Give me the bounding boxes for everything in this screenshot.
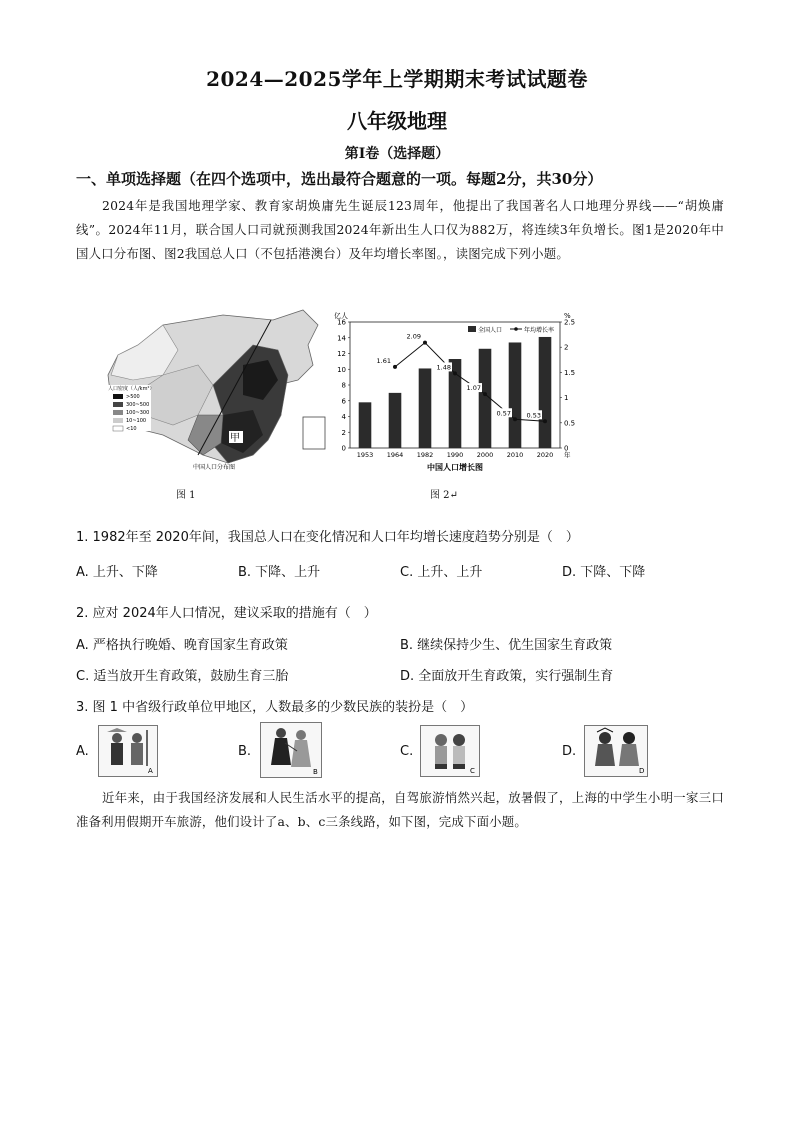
q1-option-c[interactable]: C. 上升、上升 xyxy=(400,565,483,580)
q3-option-d-label[interactable]: D. xyxy=(562,744,577,759)
y-left-tick-label: 4 xyxy=(341,413,346,421)
y-left-tick-label: 14 xyxy=(337,334,346,343)
q3-option-b-label[interactable]: B. xyxy=(238,744,252,759)
section-heading: 一、单项选择题（在四个选项中，选出最符合题意的一项。每题2分，共30分） xyxy=(76,170,603,188)
population-map xyxy=(103,305,333,485)
map-legend-item: 10~100 xyxy=(126,418,147,424)
q3-option-c-costume-image[interactable] xyxy=(420,725,480,777)
chart-svg xyxy=(332,308,582,490)
q1-option-a[interactable]: A. 上升、下降 xyxy=(76,565,158,580)
legend-line-marker xyxy=(514,327,518,331)
figure2-caption: 图 2↵ xyxy=(430,490,458,501)
exam-subject: 八年级地理 xyxy=(347,109,447,133)
intro-paragraph-2: 近年来，由于我国经济发展和人民生活水平的提高，自驾旅游悄然兴起，放暑假了，上海的中学生小明一家三口准备利用假期开车旅游，他们设计了a、b、c三条线路，如下图，完成下面小题。 xyxy=(76,790,724,829)
y-right-tick-label: 1 xyxy=(564,394,569,403)
ethnic-costume-icon xyxy=(585,726,647,776)
growth-rate-data-label: 0.53 xyxy=(526,411,541,420)
map-legend-item: <10 xyxy=(126,426,137,432)
q3-option-a-label[interactable]: A. xyxy=(76,744,89,759)
legend-label: 年均增长率 xyxy=(524,327,555,334)
map-legend-item: >500 xyxy=(126,394,140,400)
x-tick-label: 2000 xyxy=(476,451,494,459)
growth-rate-line xyxy=(395,343,545,422)
y-right-tick-label: 0.5 xyxy=(564,419,576,428)
growth-rate-point xyxy=(453,371,457,375)
legend-label: 全国人口 xyxy=(478,327,503,334)
growth-rate-point xyxy=(483,392,487,396)
growth-rate-data-label: 1.61 xyxy=(376,356,391,365)
q3-option-d-costume-image[interactable] xyxy=(584,725,648,777)
growth-rate-data-label: 1.07 xyxy=(466,384,481,393)
growth-rate-point xyxy=(513,417,517,421)
ethnic-costume-icon xyxy=(421,726,479,776)
y-left-tick-label: 10 xyxy=(337,365,346,374)
population-growth-chart xyxy=(332,308,582,490)
population-bar xyxy=(539,337,552,448)
growth-rate-point xyxy=(543,419,547,423)
y-right-tick-label: 2.5 xyxy=(564,318,576,327)
ethnic-costume-icon xyxy=(261,723,321,777)
growth-rate-data-label: 0.57 xyxy=(496,409,511,418)
q2-option-c[interactable]: C. 适当放开生育政策，鼓励生育三胎 xyxy=(76,669,289,684)
map-label-jia: 甲 xyxy=(230,433,240,444)
population-bar xyxy=(389,393,402,448)
china-map-graphic xyxy=(103,305,333,485)
q1-option-b[interactable]: B. 下降、上升 xyxy=(238,565,321,580)
image-tag: A xyxy=(148,767,153,775)
question-3-stem: 3. 图 1 中省级行政单位甲地区，人数最多的少数民族的装扮是（ ） xyxy=(76,700,474,715)
growth-rate-data-label: 1.48 xyxy=(436,363,451,372)
q2-option-b[interactable]: B. 继续保持少生、优生国家生育政策 xyxy=(400,638,613,653)
y-left-tick-label: 12 xyxy=(337,350,346,358)
population-bar xyxy=(359,402,372,448)
map-legend-title: 人口密度（人/km²） xyxy=(108,386,155,392)
y-left-tick-label: 2 xyxy=(341,428,346,437)
question-1-stem: 1. 1982年至 2020年间，我国总人口在变化情况和人口年均增长速度趋势分别是（ ） xyxy=(76,530,579,545)
chart-title: 中国人口增长图 xyxy=(427,463,483,472)
x-tick-label: 1982 xyxy=(416,451,434,459)
x-tick-label: 1964 xyxy=(386,451,404,459)
y-left-tick-label: 8 xyxy=(341,381,346,390)
y-left-axis-label: 亿人 xyxy=(334,312,348,320)
x-tick-label: 2010 xyxy=(506,451,524,459)
exam-title: 2024—2025学年上学期期末考试试题卷 xyxy=(206,67,588,91)
x-axis-unit: 年 xyxy=(564,451,571,459)
y-left-tick-label: 6 xyxy=(341,397,346,406)
growth-rate-point xyxy=(423,341,427,345)
q2-option-d[interactable]: D. 全面放开生育政策，实行强制生育 xyxy=(400,669,614,684)
question-2-stem: 2. 应对 2024年人口情况，建议采取的措施有（ ） xyxy=(76,606,377,621)
growth-rate-point xyxy=(393,365,397,369)
q2-option-a[interactable]: A. 严格执行晚婚、晚育国家生育政策 xyxy=(76,638,288,653)
x-tick-label: 2020 xyxy=(536,451,554,459)
image-tag: C xyxy=(470,767,475,775)
image-tag: B xyxy=(313,768,318,776)
population-bar xyxy=(419,368,432,448)
q3-option-a-costume-image[interactable] xyxy=(98,725,158,777)
x-tick-label: 1990 xyxy=(446,451,464,459)
growth-rate-data-label: 2.09 xyxy=(406,332,421,341)
map-legend-item: 300~500 xyxy=(126,402,150,408)
y-left-tick-label: 16 xyxy=(337,318,346,327)
q3-option-c-label[interactable]: C. xyxy=(400,744,414,759)
population-bar xyxy=(509,342,522,448)
y-right-tick-label: 1.5 xyxy=(564,368,576,377)
x-tick-label: 1953 xyxy=(356,451,374,459)
image-tag: D xyxy=(639,767,645,775)
legend-bar-swatch xyxy=(468,326,476,332)
q1-option-d[interactable]: D. 下降、下降 xyxy=(562,565,646,580)
y-right-tick-label: 2 xyxy=(564,343,569,352)
map-title: 中国人口分布图 xyxy=(193,464,236,471)
y-right-axis-label: % xyxy=(564,312,571,320)
y-left-tick-label: 0 xyxy=(341,444,346,453)
figure1-caption: 图 1 xyxy=(176,490,196,501)
intro-paragraph-1: 2024年是我国地理学家、教育家胡焕庸先生诞辰123周年，他提出了我国著名人口地理分界线——“胡焕庸线”。2024年11月，联合国人口司就预测我国2024年新出生人口仅为882万，将连续3年负增长。图1是2020年中国人口分布图、图2我国总人口（不包括港澳台）及年均增长率图。，读图完成下列小题。 xyxy=(76,198,724,261)
q3-option-b-costume-image[interactable] xyxy=(260,722,322,778)
exam-part: 第I卷（选择题） xyxy=(344,146,450,162)
map-legend-item: 100~300 xyxy=(126,410,150,416)
ethnic-costume-icon xyxy=(99,726,157,776)
y-right-tick-label: 0 xyxy=(564,444,569,453)
